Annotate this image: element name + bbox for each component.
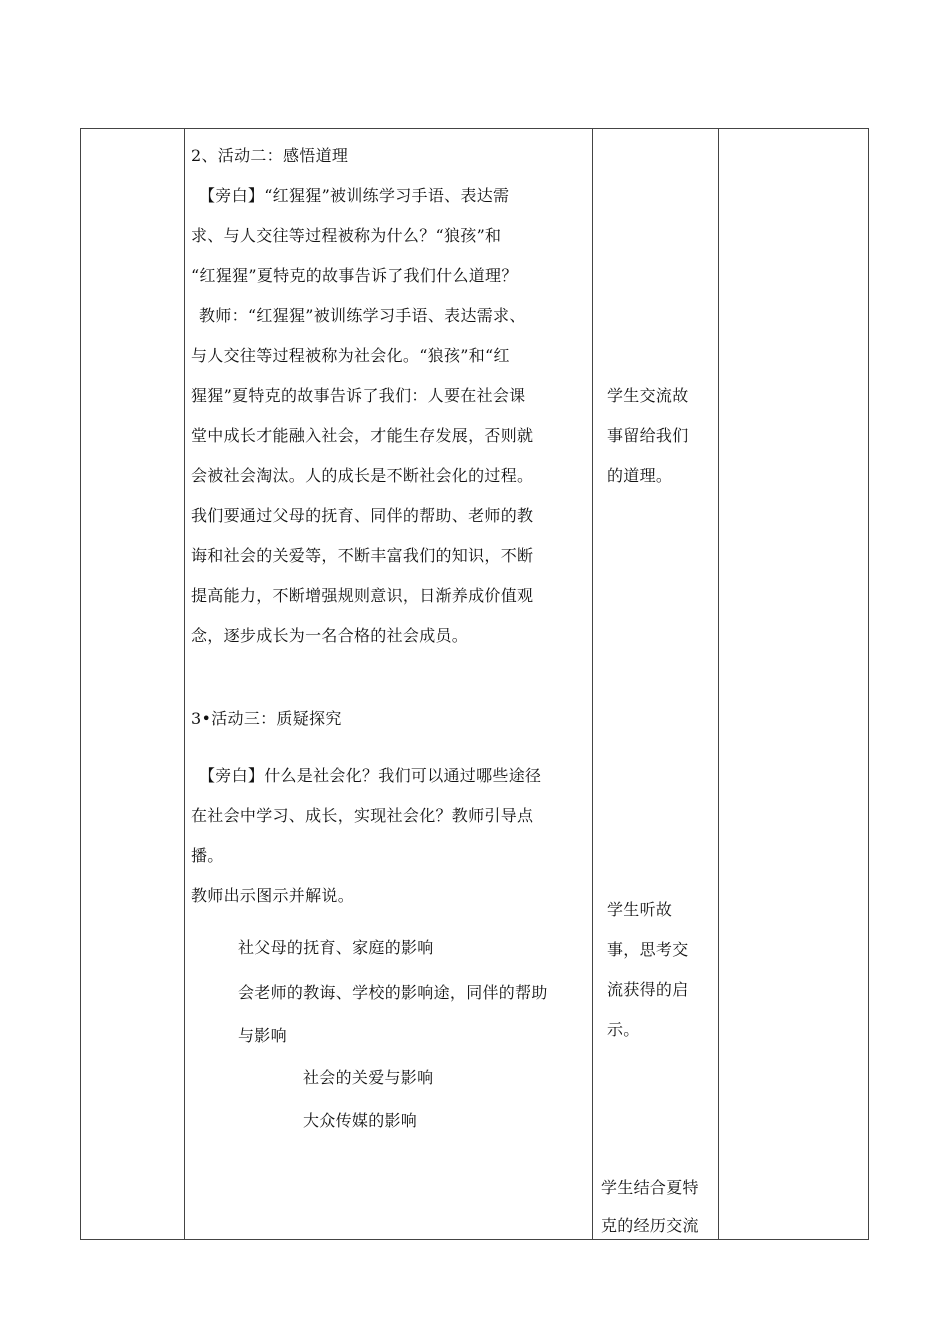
diagram-line: 社会的关爱与影响 (303, 1068, 434, 1087)
student-activity-line: 事，思考交 (607, 940, 689, 959)
activity2-teacher-line: 堂中成长才能融入社会，才能生存发展，否则就 (191, 426, 534, 445)
diagram-line: 大众传媒的影响 (303, 1111, 418, 1130)
activity2-teacher-line: 猩猩”夏特克的故事告诉了我们：人要在社会课 (191, 386, 526, 405)
student-activity-line: 学生交流故 (607, 386, 689, 405)
student-activity-line: 流获得的启 (607, 980, 689, 999)
activity2-teacher-line: 我们要通过父母的抚育、同伴的帮助、老师的教 (191, 506, 534, 525)
student-activity-line: 学生听故 (607, 900, 673, 919)
lesson-table (80, 128, 869, 1240)
activity2-heading: 2、活动二：感悟道理 (191, 146, 349, 165)
activity2-teacher-line: 念，逐步成长为一名合格的社会成员。 (191, 626, 469, 645)
activity2-teacher-line: 提高能力，不断增强规则意识，日渐养成价值观 (191, 586, 534, 605)
activity2-narration-line: 求、与人交往等过程被称为什么？“狼孩”和 (191, 226, 502, 245)
activity2-teacher-line: 教师：“红猩猩”被训练学习手语、表达需求、 (199, 306, 526, 325)
student-activity-line: 示。 (607, 1020, 640, 1039)
activity2-teacher-line: 会被社会淘汰。人的成长是不断社会化的过程。 (191, 466, 534, 485)
column-divider (718, 129, 719, 1239)
student-activity-line: 克的经历交流 (601, 1216, 699, 1235)
activity3-heading: 3•活动三：质疑探究 (191, 709, 342, 728)
activity2-narration-line: 【旁白】“红猩猩”被训练学习手语、表达需 (199, 186, 510, 205)
diagram-line: 与影响 (238, 1026, 287, 1045)
column-divider (184, 129, 185, 1239)
student-activity-line: 学生结合夏特 (601, 1178, 699, 1197)
column-divider (592, 129, 593, 1239)
student-activity-line: 事留给我们 (607, 426, 689, 445)
activity3-narration-line: 播。 (191, 846, 224, 865)
activity2-narration-line: “红猩猩”夏特克的故事告诉了我们什么道理？ (191, 266, 518, 285)
diagram-line: 会老师的教诲、学校的影响途，同伴的帮助 (238, 983, 548, 1002)
activity3-narration-line: 【旁白】什么是社会化？我们可以通过哪些途径 (199, 766, 542, 785)
student-activity-line: 的道理。 (607, 466, 673, 485)
activity2-teacher-line: 诲和社会的关爱等，不断丰富我们的知识，不断 (191, 546, 534, 565)
diagram-line: 社父母的抚育、家庭的影响 (238, 938, 434, 957)
activity2-teacher-line: 与人交往等过程被称为社会化。“狼孩”和“红 (191, 346, 510, 365)
activity3-narration-line: 在社会中学习、成长，实现社会化？教师引导点 (191, 806, 534, 825)
activity3-teacher: 教师出示图示并解说。 (191, 886, 355, 905)
